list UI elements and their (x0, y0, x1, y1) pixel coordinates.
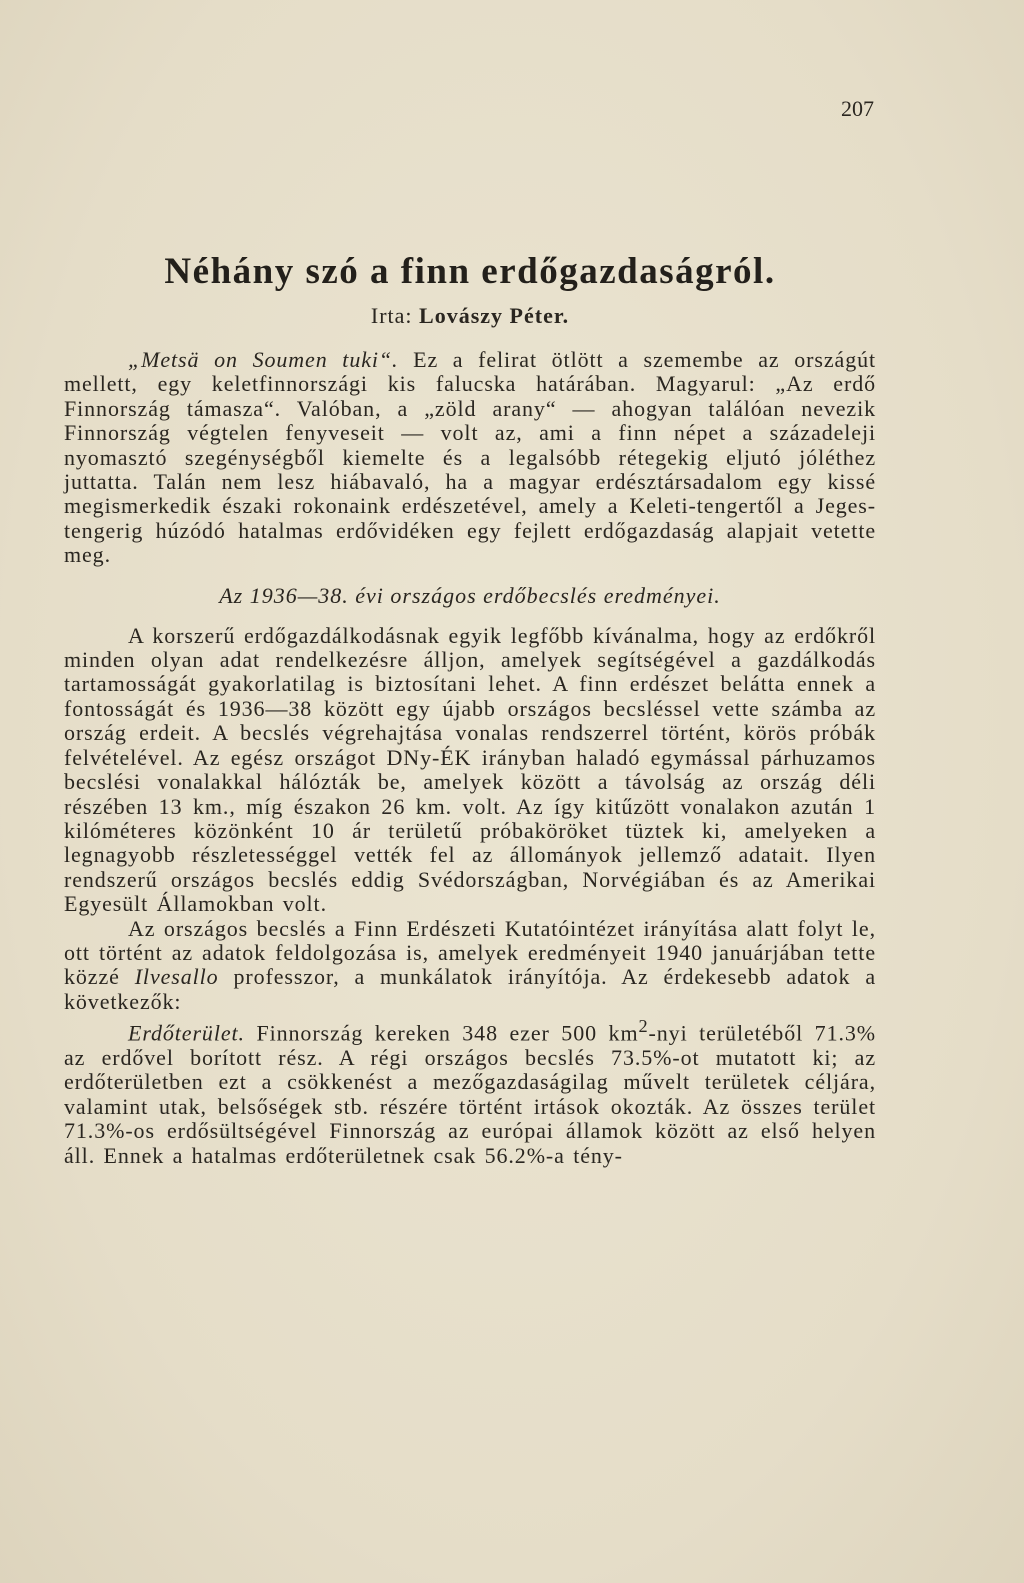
page-number: 207 (841, 96, 874, 121)
paragraph-3 (64, 1014, 876, 1168)
author-name: Lovászy Péter. (419, 303, 570, 328)
paragraph-3-text-before: Finnország kereken 348 ezer 500 km (244, 1020, 639, 1046)
paragraph-2-text-after: professzor, a munkálatok irányítója. Az érdekesebb adatok a következők: (64, 964, 876, 1014)
byline-prefix: Irta: (370, 303, 420, 328)
superscript-2: 2 (638, 1016, 649, 1037)
intro-paragraph (64, 348, 876, 568)
paragraph-3-label: Erdőterület. (128, 1020, 245, 1046)
paragraph-3-text-after: -nyi területéből 71.3% az erdővel borított rész. A régi országos becslés 73.5%-ot mutatott ki; az erdőterületben ezt a csökkenést a mezőgazdaságilag művelt területek céljára, valamint utak, belsőségek stb. részére történt irtások okozták. Az összes terület 71.3%-os erdősültségével Finnország az európai államok között az első helyen áll. Ennek a hatalmas erdőterületnek csak 56.2%-a tény- (64, 1020, 876, 1168)
professor-name: Ilvesallo (134, 964, 219, 990)
article-title: Néhány szó a finn erdőgazdaságról. (164, 251, 776, 292)
paragraph-1: A korszerű erdőgazdálkodásnak egyik legfőbb kívánalma, hogy az erdőkről minden olyan adat rendelkezésre álljon, amelyek segítségével a gazdálkodás tartamosságát gyakorlatilag is biztosítani lehet. A finn erdészet belátta ennek a fontosságát és 1936—38 között egy újabb országos becsléssel vette számba az ország erdeit. A becslés végrehajtása vonalas rendszerrel történt, körös próbák felvételével. Az egész országot DNy-ÉK irányban haladó egymással párhuzamos becslési vonalakkal hálózták be, amelyek között a távolság az ország déli részében 13 km., míg északon 26 km. volt. Az így kitűzött vonalakon azután 1 kilóméteres közönként 10 ár területű próbaköröket tüztek ki, amelyeken a legnagyobb részletességgel vették fel az állományok jellemző adatait. Ilyen rendszerű országos becslés eddig Svédországban, Norvégiában és az Amerikai Egyesült Államokban volt. (64, 622, 876, 917)
paragraph-2 (64, 917, 876, 1015)
section-heading: Az 1936—38. évi országos erdőbecslés eredményei. (219, 582, 721, 608)
paragraph-2-text-before: Az országos becslés a Finn Erdészeti Kutatóintézet irányítása alatt folyt le, ott történt az adatok feldolgozása is, amelyek eredményeit 1940 januárjában tette közzé (64, 915, 876, 990)
intro-quote: „Metsä on Soumen tuki“. (128, 347, 399, 372)
byline (64, 302, 876, 330)
intro-text: Ez a felirat ötlött a szemembe az országút mellett, egy keletfinnországi kis falucska határában. Magyarul: „Az erdő Finnország támasza“. Valóban, a „zöld arany“ — ahogyan találóan nevezik Finnország végtelen fenyveseit — volt az, ami a finn népet a századeleji nyomasztó szegénységből kiemelte és a legalsóbb rétegekig eljutó jóléthez juttatta. Talán nem lesz hiábavaló, ha a magyar erdésztársadalom egy kissé megismerkedik északi rokonaink erdészetével, amely a Keleti-tengertől a Jeges-tengerig húzódó hatalmas erdővidéken egy fejlett erdőgazdaság alapjait vetette meg. (64, 347, 877, 568)
article (64, 250, 876, 1168)
